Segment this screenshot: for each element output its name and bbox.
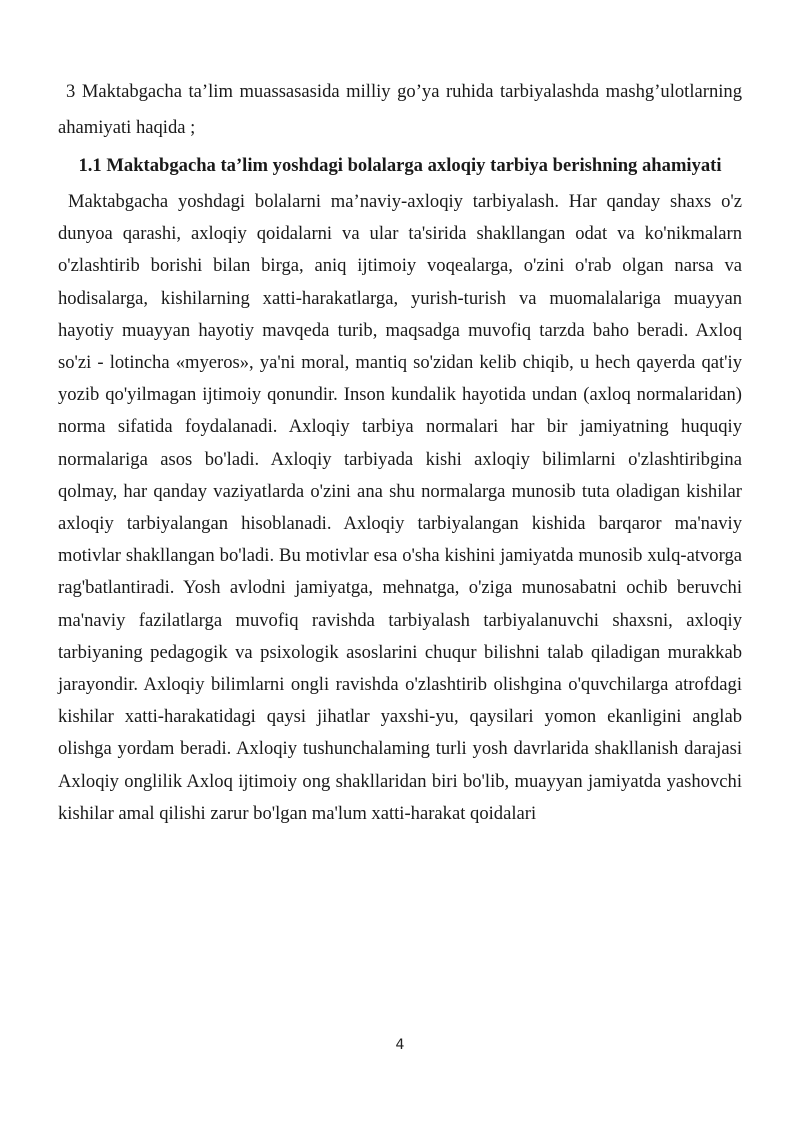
intro-paragraph: 3 Maktabgacha ta’lim muassasasida milliy go’ya ruhida tarbiyalashda mashg’ulotlarning ahamiyati haqida ; [58, 81, 742, 138]
document-page [58, 74, 742, 830]
page-number: 4 [395, 1037, 405, 1053]
section-heading: 1.1 Maktabgacha ta’lim yoshdagi bolalarga axloqiy tarbiya berishning ahamiyati [78, 155, 722, 176]
body-paragraph: Maktabgacha yoshdagi bolalarni ma’naviy-axloqiy tarbiyalash. Har qanday shaxs o'z dunyoa qarashi, axloqiy qoidalarni va ular ta'sirida shakllangan odat va ko'nikmalarn o'zlashtirib borishi bilan birga, aniq ijtimoiy voqealarga, o'zini o'rab olgan narsa va hodisalarga, kishilarning xatti-harakatlarga, yurish-turish va muomalalariga muayyan hayotiy muayyan hayotiy mavqeda turib, maqsadga muvofiq tarzda baho beradi. Axloq so'zi - lotincha «myeros», ya'ni moral, mantiq so'zidan kelib chiqib, u hech qayerda qat'iy yozib qo'yilmagan ijtimoiy qonundir. Inson kundalik hayotida undan (axloq normalaridan) norma sifatida foydalanadi. Axloqiy tarbiya normalari har bir jamiyatning huquqiy normalariga asos bo'ladi. Axloqiy tarbiyada kishi axloqiy bilimlarni o'zlashtiribgina qolmay, har qanday vaziyatlarda o'zini ana shu normalarga munosib tuta oladigan kishilar axloqiy tarbiyalangan hisoblanadi. Axloqiy tarbiyalangan kishida barqaror ma'naviy motivlar shakllangan bo'ladi. Bu motivlar esa o'sha kishini jamiyatda munosib xulq-atvorga rag'batlantiradi. Yosh avlodni jamiyatga, mehnatga, o'ziga munosabatni ochib beruvchi ma'naviy fazilatlarga muvofiq ravishda tarbiyalash tarbiyalanuvchi shaxsni, axloqiy tarbiyaning pedagogik va psixologik asoslarini chuqur bilishni talab qiladigan murakkab jarayondir. Axloqiy bilimlarni ongli ravishda o'zlashtirib olishgina o'quvchilarga atrofdagi kishilar xatti-harakatidagi qaysi jihatlar yaxshi-yu, qaysilari yomon ekanligini anglab olishga yordam beradi. Axloqiy tushunchalaming turli yosh davrlarida shakllanish darajasi Axloqiy onglilik Axloq ijtimoiy ong shakllaridan biri bo'lib, muayyan jamiyatda yashovchi kishilar amal qilishi zarur bo'lgan ma'lum xatti-harakat qoidalari [58, 191, 742, 824]
